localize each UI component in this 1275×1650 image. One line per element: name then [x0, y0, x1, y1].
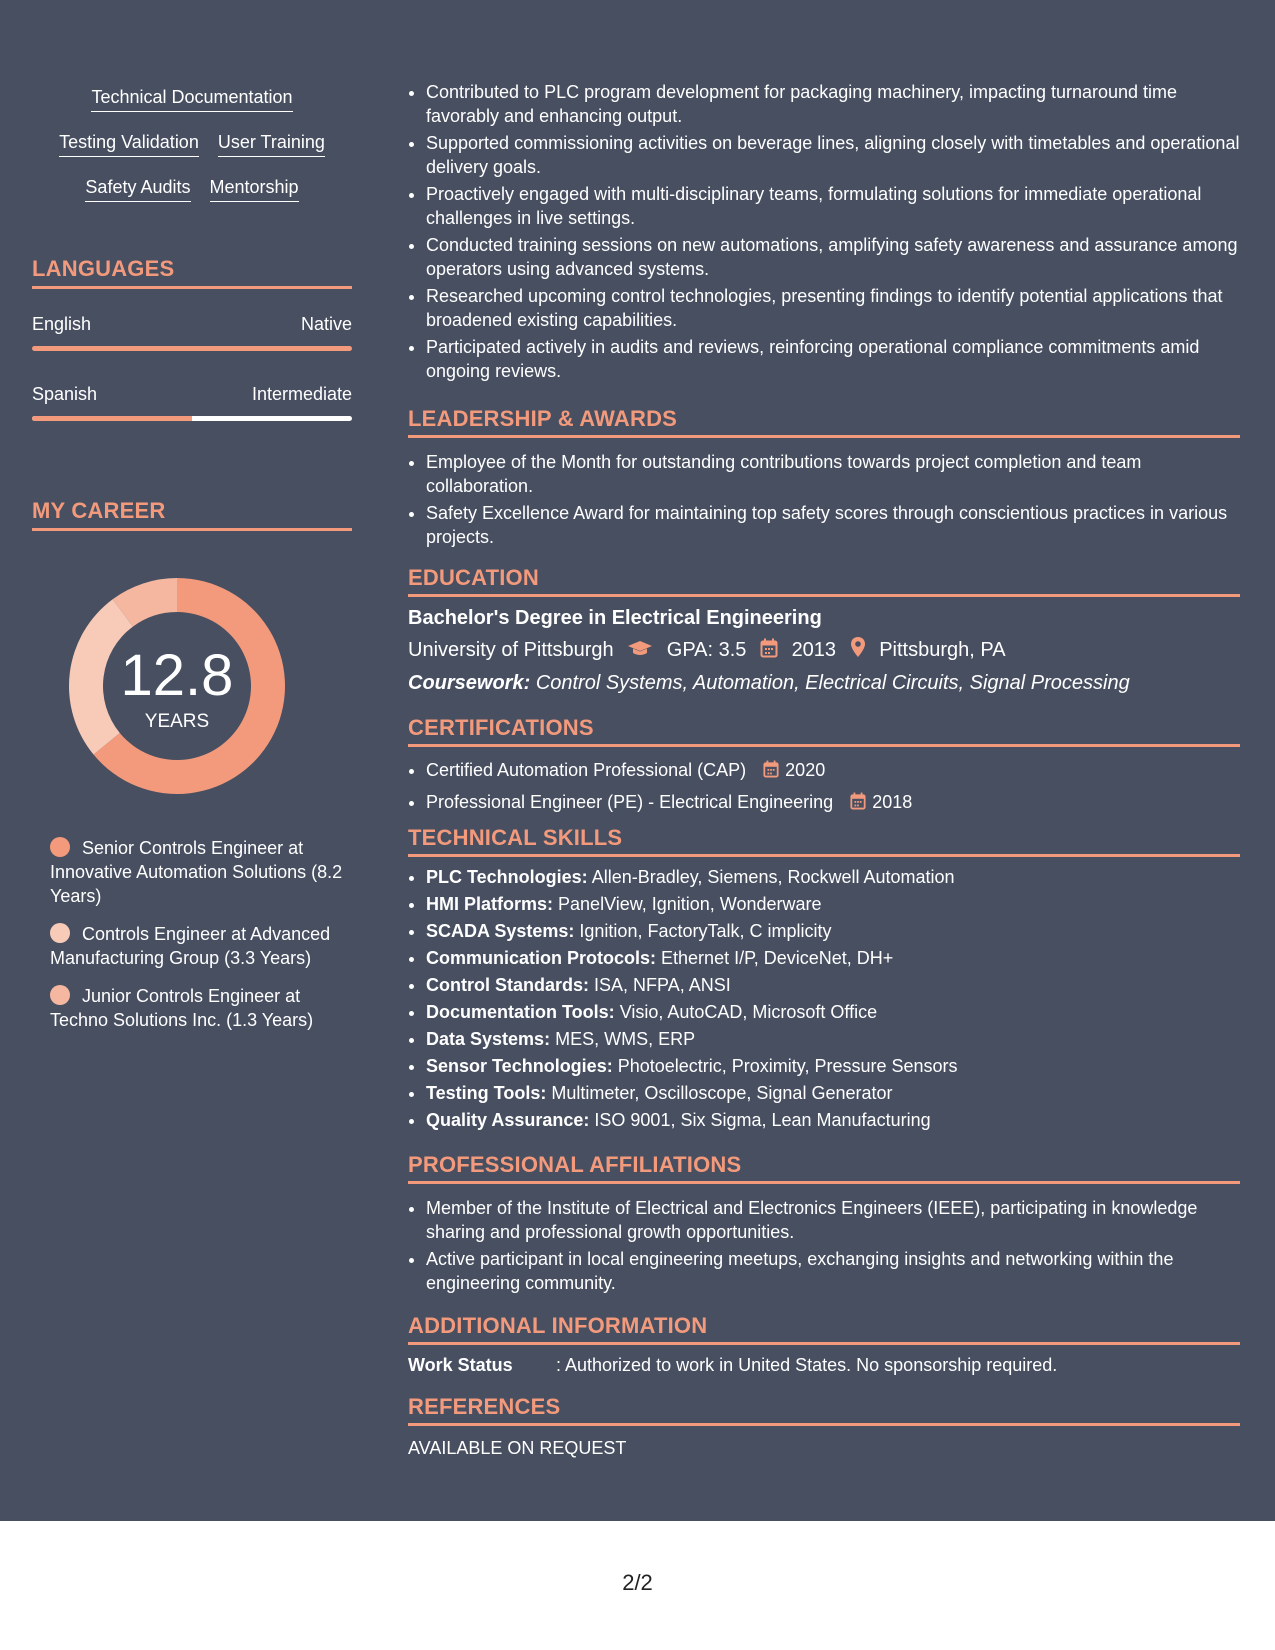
- affiliation-item: • Active participant in local engineering meetups, exchanging insights and networking within the engineering community.: [426, 1247, 1240, 1295]
- career-heading: MY CAREER: [32, 498, 352, 531]
- coursework-label: Coursework:: [408, 672, 531, 694]
- education-gpa: GPA: 3.5: [666, 639, 747, 661]
- technical-skills-heading: TECHNICAL SKILLS: [408, 825, 1240, 857]
- certification-year: 2018: [872, 792, 913, 812]
- skill-item: [426, 999, 1240, 1026]
- skill-value: Photoelectric, Proximity, Pressure Sensors: [617, 1056, 958, 1076]
- skill-tag: Safety Audits: [85, 176, 190, 202]
- career-item-text: Junior Controls Engineer at Techno Solutions Inc. (1.3 Years): [50, 986, 314, 1030]
- career-list: [50, 836, 350, 1046]
- affiliations-list: [408, 1196, 1240, 1295]
- education-coursework: [408, 672, 1240, 695]
- additional-info-heading: ADDITIONAL INFORMATION: [408, 1313, 1240, 1345]
- skill-label: Communication Protocols:: [426, 948, 657, 968]
- tag-row: [32, 86, 352, 131]
- skill-value: ISO 9001, Six Sigma, Lean Manufacturing: [594, 1110, 931, 1130]
- language-bar-fill: [32, 416, 192, 421]
- leadership-heading: LEADERSHIP & AWARDS: [408, 406, 1240, 438]
- skill-value: Multimeter, Oscilloscope, Signal Generator: [551, 1083, 893, 1103]
- references-heading: REFERENCES: [408, 1394, 1240, 1426]
- certification-item: [426, 789, 1240, 818]
- education-details: [408, 636, 1240, 664]
- education-section: [408, 565, 1240, 695]
- leadership-section: [408, 406, 1240, 552]
- skill-label: Sensor Technologies:: [426, 1056, 613, 1076]
- skill-item: [426, 918, 1240, 945]
- skill-label: Documentation Tools:: [426, 1002, 615, 1022]
- skill-value: Allen-Bradley, Siemens, Rockwell Automation: [591, 867, 955, 887]
- career-item: [50, 984, 350, 1032]
- language-bar: [32, 346, 352, 351]
- work-status-row: [408, 1355, 1240, 1376]
- language-bar: [32, 416, 352, 421]
- career-total-value: 12.8: [120, 643, 234, 708]
- skill-item: [426, 1107, 1240, 1134]
- career-donut-chart: [66, 575, 288, 797]
- skill-label: Testing Tools:: [426, 1083, 547, 1103]
- affiliation-item: • Member of the Institute of Electrical and Electronics Engineers (IEEE), participating in knowledge sharing and professional growth opportunities.: [426, 1196, 1240, 1244]
- language-bar-fill: [32, 346, 352, 351]
- career-item: [50, 922, 350, 970]
- skill-item: [426, 891, 1240, 918]
- skill-label: PLC Technologies:: [426, 867, 588, 887]
- leadership-item: • Safety Excellence Award for maintaining top safety scores through conscientious practices in various projects.: [426, 501, 1240, 549]
- education-location: Pittsburgh, PA: [879, 639, 1006, 661]
- experience-bullet: • Proactively engaged with multi-disciplinary teams, formulating solutions for immediate operational challenges in live settings.: [426, 182, 1240, 230]
- experience-bullet: • Researched upcoming control technologies, presenting findings to identify potential applications that broadened existing capabilities.: [426, 284, 1240, 332]
- career-item-text: Controls Engineer at Advanced Manufacturing Group (3.3 Years): [50, 924, 331, 968]
- skill-item: [426, 1080, 1240, 1107]
- experience-bullet: • Contributed to PLC program development for packaging machinery, impacting turnaround time favorably and enhancing output.: [426, 80, 1240, 128]
- experience-section: [408, 80, 1240, 386]
- career-total-unit: YEARS: [144, 711, 210, 732]
- skill-value: Ignition, FactoryTalk, C implicity: [579, 921, 832, 941]
- references-section: [408, 1394, 1240, 1459]
- calendar-icon: [763, 759, 779, 786]
- skill-label: Data Systems:: [426, 1029, 551, 1049]
- career-dot-icon: [50, 985, 70, 1005]
- education-year: 2013: [791, 639, 837, 661]
- career-item-text: Senior Controls Engineer at Innovative Automation Solutions (8.2 Years): [50, 838, 343, 906]
- education-heading: EDUCATION: [408, 565, 1240, 597]
- skill-item: [426, 1026, 1240, 1053]
- skill-tag: Technical Documentation: [91, 86, 292, 112]
- career-item: [50, 836, 350, 908]
- work-status-label: Work Status: [408, 1355, 513, 1375]
- skill-item: [426, 945, 1240, 972]
- skill-tag: Mentorship: [210, 176, 299, 202]
- language-level: Native: [300, 314, 352, 334]
- language-level: Intermediate: [251, 384, 352, 404]
- language-name: Spanish: [32, 384, 98, 404]
- tag-row: [32, 131, 352, 176]
- certification-item: [426, 757, 1240, 786]
- skill-tag: User Training: [218, 131, 325, 157]
- skill-value: PanelView, Ignition, Wonderware: [558, 894, 822, 914]
- certification-name: Professional Engineer (PE) - Electrical Engineering: [426, 792, 834, 812]
- skill-value: Ethernet I/P, DeviceNet, DH+: [661, 948, 894, 968]
- skill-label: SCADA Systems:: [426, 921, 575, 941]
- career-dot-icon: [50, 837, 70, 857]
- education-degree: Bachelor's Degree in Electrical Engineering: [408, 607, 822, 629]
- experience-bullets: [408, 80, 1240, 383]
- leadership-list: [408, 450, 1240, 549]
- skill-item: [426, 864, 1240, 891]
- skill-item: [426, 1053, 1240, 1080]
- calendar-icon: [760, 638, 778, 664]
- skill-value: MES, WMS, ERP: [555, 1029, 696, 1049]
- technical-skills-list: [408, 864, 1240, 1134]
- references-text: AVAILABLE ON REQUEST: [408, 1438, 627, 1458]
- skill-item: [426, 972, 1240, 999]
- skill-tag: Testing Validation: [59, 131, 199, 157]
- coursework-value: Control Systems, Automation, Electrical Circuits, Signal Processing: [535, 672, 1130, 694]
- tag-row: [32, 176, 352, 221]
- skill-label: Quality Assurance:: [426, 1110, 590, 1130]
- skill-label: HMI Platforms:: [426, 894, 554, 914]
- experience-bullet: • Participated actively in audits and reviews, reinforcing operational compliance commitments amid ongoing reviews.: [426, 335, 1240, 383]
- certification-year: 2020: [785, 760, 826, 780]
- page-number: 2/2: [622, 1570, 653, 1595]
- leadership-item: • Employee of the Month for outstanding contributions towards project completion and team collaboration.: [426, 450, 1240, 498]
- work-status-value: : Authorized to work in United States. No sponsorship required.: [556, 1355, 1058, 1375]
- language-name: English: [32, 314, 92, 334]
- experience-bullet: • Conducted training sessions on new automations, amplifying safety awareness and assurance among operators using advanced systems.: [426, 233, 1240, 281]
- technical-skills-section: [408, 825, 1240, 1134]
- certifications-section: [408, 715, 1240, 821]
- affiliations-section: [408, 1152, 1240, 1298]
- languages-heading: LANGUAGES: [32, 256, 352, 289]
- calendar-icon: [850, 791, 866, 818]
- certification-name: Certified Automation Professional (CAP): [426, 760, 747, 780]
- certifications-list: [408, 757, 1240, 818]
- skill-value: Visio, AutoCAD, Microsoft Office: [619, 1002, 878, 1022]
- additional-info-section: [408, 1313, 1240, 1376]
- location-pin-icon: [850, 636, 866, 664]
- education-school: University of Pittsburgh: [408, 639, 614, 661]
- experience-bullet: • Supported commissioning activities on beverage lines, aligning closely with timetables and operational delivery goals.: [426, 131, 1240, 179]
- skill-label: Control Standards:: [426, 975, 590, 995]
- affiliations-heading: PROFESSIONAL AFFILIATIONS: [408, 1152, 1240, 1184]
- skill-value: ISA, NFPA, ANSI: [594, 975, 731, 995]
- skill-tags: [32, 86, 352, 221]
- certifications-heading: CERTIFICATIONS: [408, 715, 1240, 747]
- career-dot-icon: [50, 923, 70, 943]
- graduation-cap-icon: [627, 640, 653, 664]
